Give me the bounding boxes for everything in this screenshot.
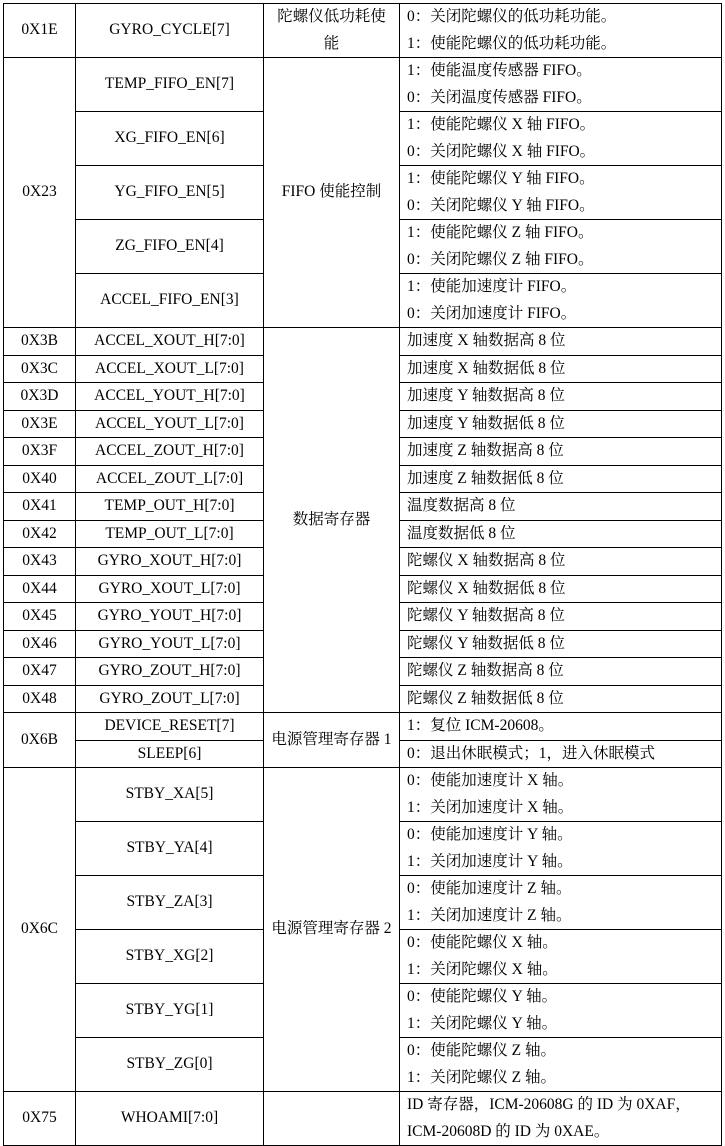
description-line: 0：关闭陀螺仪 X 轴 FIFO。 xyxy=(407,142,596,160)
register-function xyxy=(264,1092,400,1146)
register-description xyxy=(400,876,722,930)
description-line: 温度数据低 8 位 xyxy=(407,524,516,542)
description-line: 1：使能陀螺仪 X 轴 FIFO。 xyxy=(407,116,596,133)
description-line: 0：关闭陀螺仪 Z 轴 FIFO。 xyxy=(407,250,594,268)
register-address: 0X6B xyxy=(4,713,76,768)
description-line: 加速度 X 轴数据高 8 位 xyxy=(407,332,566,349)
register-address: 0X40 xyxy=(4,465,76,493)
register-description xyxy=(400,58,722,112)
register-bit-name: ACCEL_YOUT_L[7:0] xyxy=(76,410,264,438)
register-address: 0X46 xyxy=(4,630,76,658)
register-address: 0X41 xyxy=(4,493,76,521)
register-description xyxy=(400,984,722,1038)
description-line: 1：关闭陀螺仪 Y 轴。 xyxy=(407,1014,558,1032)
register-bit-name: ACCEL_ZOUT_L[7:0] xyxy=(76,465,264,493)
register-bit-name: SLEEP[6] xyxy=(76,740,264,768)
register-address: 0X45 xyxy=(4,603,76,631)
register-bit-name: STBY_ZA[3] xyxy=(76,876,264,930)
description-line: 0：使能加速度计 Z 轴。 xyxy=(407,880,572,897)
description-line: 0：使能加速度计 Y 轴。 xyxy=(407,826,573,843)
register-description xyxy=(400,822,722,876)
register-description xyxy=(400,410,722,438)
register-bit-name: GYRO_XOUT_L[7:0] xyxy=(76,575,264,603)
register-table xyxy=(3,3,722,1146)
description-line: 1：使能温度传感器 FIFO。 xyxy=(407,62,592,79)
register-bit-name: YG_FIFO_EN[5] xyxy=(76,166,264,220)
register-address: 0X3D xyxy=(4,383,76,411)
description-line: 加速度 Y 轴数据高 8 位 xyxy=(407,387,565,404)
description-line: 0：关闭温度传感器 FIFO。 xyxy=(407,88,592,106)
register-description xyxy=(400,548,722,576)
table-row xyxy=(4,768,722,822)
register-address: 0X42 xyxy=(4,520,76,548)
description-line: 1：使能陀螺仪 Z 轴 FIFO。 xyxy=(407,224,594,241)
register-description xyxy=(400,603,722,631)
register-bit-name: TEMP_FIFO_EN[7] xyxy=(76,58,264,112)
description-line: 陀螺仪 Y 轴数据低 8 位 xyxy=(407,634,565,652)
register-description xyxy=(400,1092,722,1146)
table-row xyxy=(4,4,722,58)
register-bit-name: GYRO_YOUT_H[7:0] xyxy=(76,603,264,631)
description-line: 1：关闭加速度计 X 轴。 xyxy=(407,798,574,816)
register-bit-name: TEMP_OUT_H[7:0] xyxy=(76,493,264,521)
register-address: 0X3B xyxy=(4,328,76,356)
table-row xyxy=(4,713,722,741)
register-bit-name: XG_FIFO_EN[6] xyxy=(76,112,264,166)
description-line: 0：关闭陀螺仪的低功耗功能。 xyxy=(407,8,617,25)
register-description xyxy=(400,493,722,521)
register-bit-name: STBY_XA[5] xyxy=(76,768,264,822)
description-line: ICM-20608D 的 ID 为 0XAE。 xyxy=(407,1122,610,1140)
table-row xyxy=(4,328,722,356)
register-description xyxy=(400,630,722,658)
register-bit-name: TEMP_OUT_L[7:0] xyxy=(76,520,264,548)
register-description xyxy=(400,328,722,356)
description-line: 1：关闭陀螺仪 Z 轴。 xyxy=(407,1068,556,1086)
description-line: 1：复位 ICM-20608。 xyxy=(407,717,554,734)
description-line: 陀螺仪 Y 轴数据高 8 位 xyxy=(407,607,565,624)
description-line: 1：关闭陀螺仪 X 轴。 xyxy=(407,960,558,978)
description-line: 陀螺仪 X 轴数据高 8 位 xyxy=(407,552,566,569)
register-address: 0X3C xyxy=(4,355,76,383)
description-line: 0：使能加速度计 X 轴。 xyxy=(407,772,574,789)
register-description xyxy=(400,4,722,58)
register-description xyxy=(400,658,722,686)
table-row xyxy=(4,1092,722,1146)
register-bit-name: GYRO_ZOUT_H[7:0] xyxy=(76,658,264,686)
register-bit-name: ACCEL_ZOUT_H[7:0] xyxy=(76,438,264,466)
register-table-body xyxy=(4,4,722,1146)
register-address: 0X44 xyxy=(4,575,76,603)
register-address: 0X75 xyxy=(4,1092,76,1146)
description-line: 陀螺仪 X 轴数据低 8 位 xyxy=(407,579,566,597)
register-description xyxy=(400,685,722,713)
register-description xyxy=(400,465,722,493)
register-bit-name: STBY_XG[2] xyxy=(76,930,264,984)
register-description xyxy=(400,355,722,383)
register-bit-name: ACCEL_XOUT_L[7:0] xyxy=(76,355,264,383)
register-bit-name: ACCEL_FIFO_EN[3] xyxy=(76,274,264,328)
register-description xyxy=(400,740,722,768)
register-bit-name: STBY_YG[1] xyxy=(76,984,264,1038)
register-address: 0X23 xyxy=(4,58,76,328)
description-line: 0：使能陀螺仪 X 轴。 xyxy=(407,934,558,951)
register-address: 0X3E xyxy=(4,410,76,438)
register-description xyxy=(400,220,722,274)
description-line: 1：关闭加速度计 Y 轴。 xyxy=(407,852,573,870)
description-line: 1：使能陀螺仪 Y 轴 FIFO。 xyxy=(407,170,595,187)
register-description xyxy=(400,274,722,328)
register-description xyxy=(400,930,722,984)
register-bit-name: WHOAMI[7:0] xyxy=(76,1092,264,1146)
register-description xyxy=(400,520,722,548)
description-line: ID 寄存器，ICM-20608G 的 ID 为 0XAF， xyxy=(407,1096,691,1113)
register-description xyxy=(400,575,722,603)
description-line: 加速度 Z 轴数据低 8 位 xyxy=(407,469,564,487)
register-function: 数据寄存器 xyxy=(264,328,400,713)
register-address: 0X48 xyxy=(4,685,76,713)
register-bit-name: STBY_YA[4] xyxy=(76,822,264,876)
register-description xyxy=(400,1038,722,1092)
register-address: 0X43 xyxy=(4,548,76,576)
register-bit-name: ZG_FIFO_EN[4] xyxy=(76,220,264,274)
description-line: 1：使能加速度计 FIFO。 xyxy=(407,278,577,295)
description-line: 陀螺仪 Z 轴数据低 8 位 xyxy=(407,689,564,707)
register-description xyxy=(400,166,722,220)
register-bit-name: GYRO_XOUT_H[7:0] xyxy=(76,548,264,576)
description-line: 加速度 X 轴数据低 8 位 xyxy=(407,359,566,377)
register-description xyxy=(400,383,722,411)
register-function: 陀螺仪低功耗使能 xyxy=(264,4,400,58)
description-line: 1：关闭加速度计 Z 轴。 xyxy=(407,906,572,924)
description-line: 加速度 Y 轴数据低 8 位 xyxy=(407,414,565,432)
register-bit-name: GYRO_YOUT_L[7:0] xyxy=(76,630,264,658)
register-function: 电源管理寄存器 1 xyxy=(264,713,400,768)
description-line: 加速度 Z 轴数据高 8 位 xyxy=(407,442,564,459)
description-line: 0：退出休眠模式；1，进入休眠模式 xyxy=(407,744,656,762)
register-bit-name: ACCEL_XOUT_H[7:0] xyxy=(76,328,264,356)
register-function: 电源管理寄存器 2 xyxy=(264,768,400,1092)
register-bit-name: ACCEL_YOUT_H[7:0] xyxy=(76,383,264,411)
description-line: 0：关闭加速度计 FIFO。 xyxy=(407,304,577,322)
table-row xyxy=(4,58,722,112)
description-line: 温度数据高 8 位 xyxy=(407,497,516,514)
description-line: 0：使能陀螺仪 Z 轴。 xyxy=(407,1042,556,1059)
description-line: 0：关闭陀螺仪 Y 轴 FIFO。 xyxy=(407,196,595,214)
register-address: 0X6C xyxy=(4,768,76,1092)
register-description xyxy=(400,713,722,741)
register-address: 0X3F xyxy=(4,438,76,466)
register-address: 0X1E xyxy=(4,4,76,58)
register-bit-name: STBY_ZG[0] xyxy=(76,1038,264,1092)
description-line: 0：使能陀螺仪 Y 轴。 xyxy=(407,988,558,1005)
register-bit-name: GYRO_CYCLE[7] xyxy=(76,4,264,58)
description-line: 1：使能陀螺仪的低功耗功能。 xyxy=(407,34,617,52)
register-bit-name: DEVICE_RESET[7] xyxy=(76,713,264,741)
description-line: 陀螺仪 Z 轴数据高 8 位 xyxy=(407,662,564,679)
register-address: 0X47 xyxy=(4,658,76,686)
register-description xyxy=(400,438,722,466)
register-description xyxy=(400,112,722,166)
register-bit-name: GYRO_ZOUT_L[7:0] xyxy=(76,685,264,713)
register-function: FIFO 使能控制 xyxy=(264,58,400,328)
register-description xyxy=(400,768,722,822)
